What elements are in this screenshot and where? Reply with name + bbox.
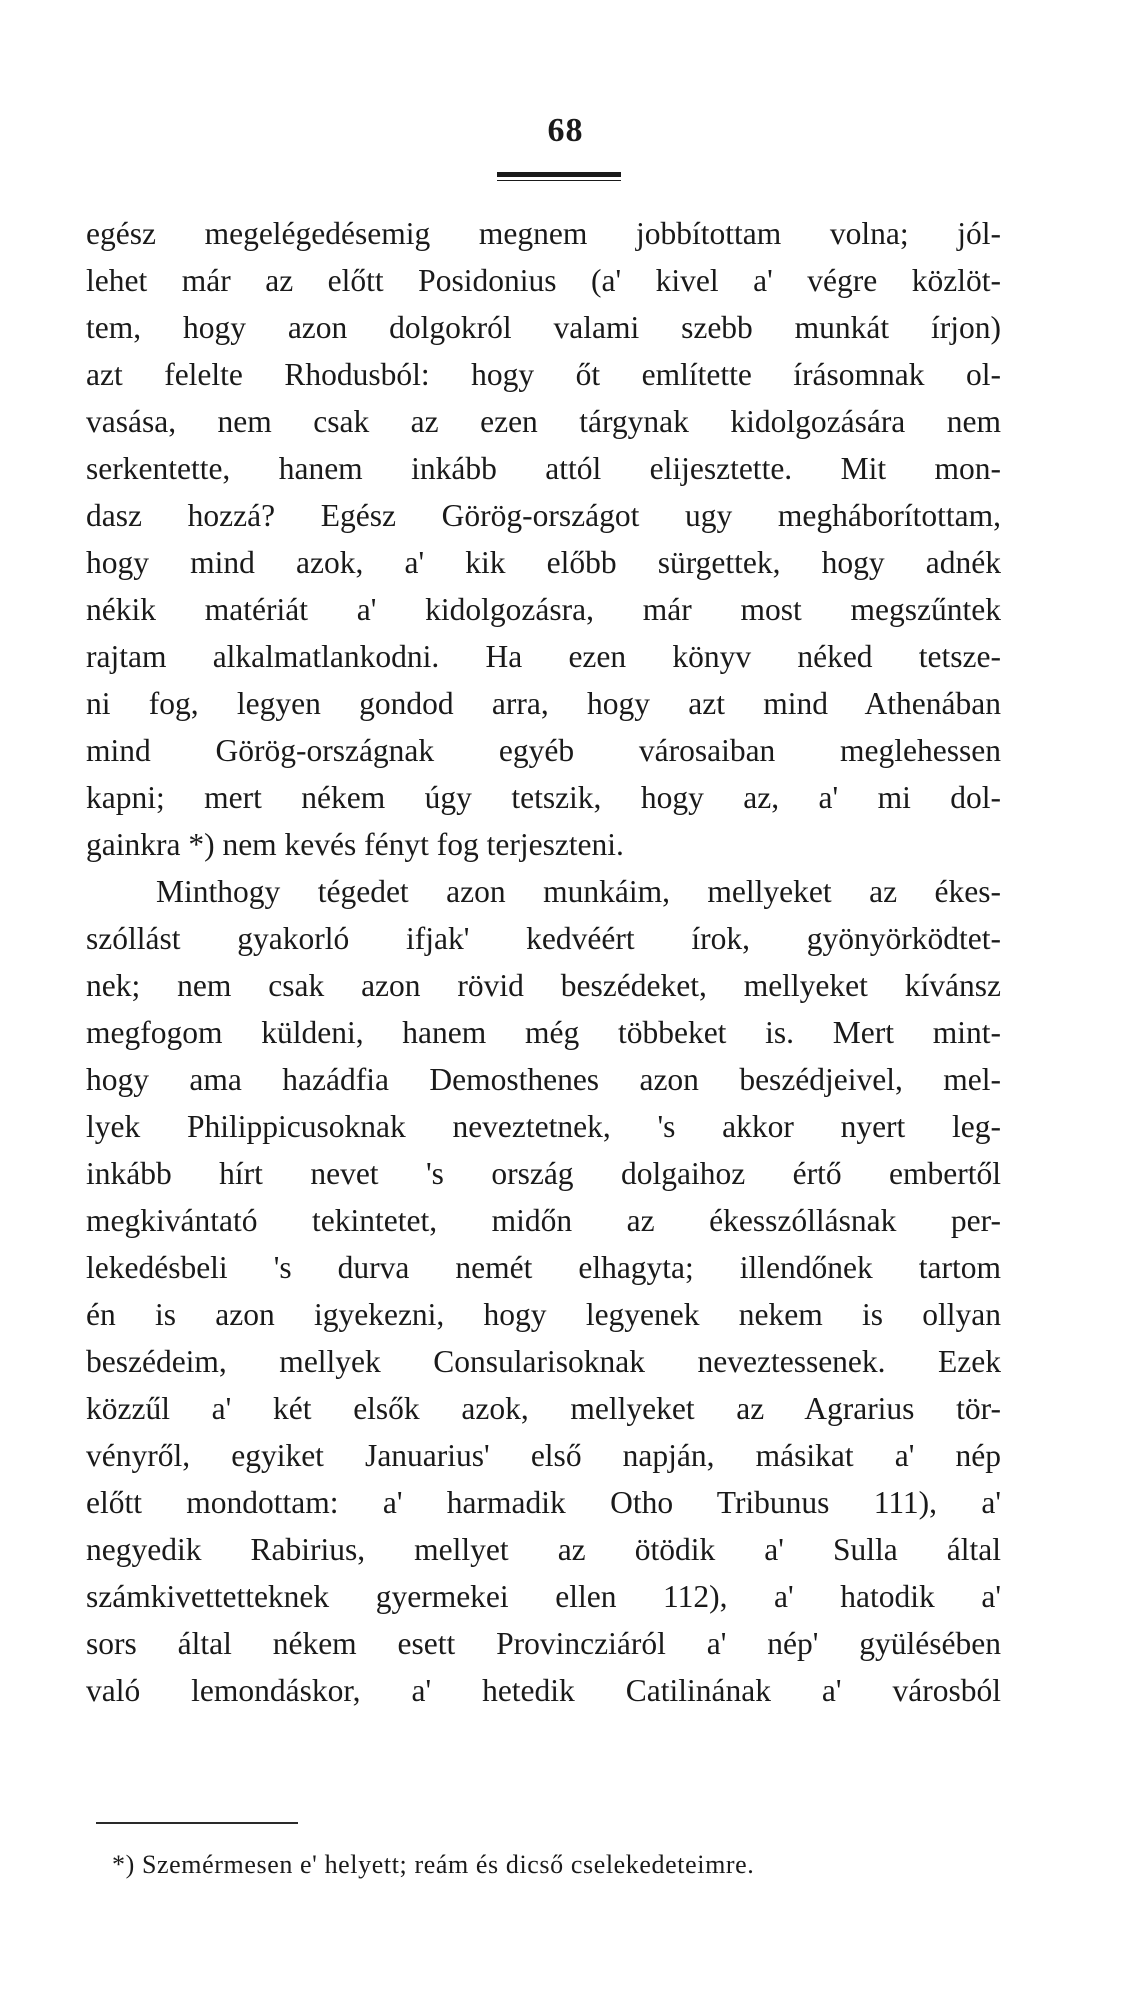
text-line: hogy ama hazádfia Demosthenes azon beszédjeivel, mel- [86,1062,1001,1097]
text-line: vényről, egyiket Januarius' első napján, másikat a' nép [86,1438,1001,1473]
text-line: sors által nékem esett Provincziáról a' nép' gyülésében [86,1626,1001,1661]
text-line: dasz hozzá? Egész Görög-országot ugy megháborítottam, [86,498,1001,533]
text-line: előtt mondottam: a' harmadik Otho Tribunus 111), a' [86,1485,1001,1520]
text-line: vasása, nem csak az ezen tárgynak kidolgozására nem [86,404,1001,439]
text-line: én is azon igyekezni, hogy legyenek nekem is ollyan [86,1297,1001,1332]
text-line: lyek Philippicusoknak neveztetnek, 's akkor nyert leg- [86,1109,1001,1144]
text-line: ni fog, legyen gondod arra, hogy azt mind Athenában [86,686,1001,721]
page-number: 68 [547,112,584,149]
text-line: számkivettetteknek gyermekei ellen 112), a' hatodik a' [86,1579,1001,1614]
text-line: azt felelte Rhodusból: hogy őt említette írásomnak ol- [86,357,1001,392]
header-rule [497,172,621,181]
text-line: beszédeim, mellyek Consularisoknak neveztessenek. Ezek [86,1344,1001,1379]
text-line: Minthogy tégedet azon munkáim, mellyeket az ékes- [156,874,1001,909]
text-line: mind Görög-országnak egyéb városaiban meglehessen [86,733,1001,768]
text-line: tem, hogy azon dolgokról valami szebb munkát írjon) [86,310,1001,345]
text-line: közzűl a' két elsők azok, mellyeket az Agrarius tör- [86,1391,1001,1426]
footnote: *) Szemérmesen e' helyett; reám és dicső cselekedeteimre. [112,1850,755,1879]
text-line: való lemondáskor, a' hetedik Catilinának a' városból [86,1673,1001,1708]
text-line: hogy mind azok, a' kik előbb sürgettek, hogy adnék [86,545,1001,580]
text-line: rajtam alkalmatlankodni. Ha ezen könyv néked tetsze- [86,639,1001,674]
text-line: serkentette, hanem inkább attól elijesztette. Mit mon- [86,451,1001,486]
text-line: lekedésbeli 's durva nemét elhagyta; illendőnek tartom [86,1250,1001,1285]
text-line: szóllást gyakorló ifjak' kedvéért írok, gyönyörködtet- [86,921,1001,956]
text-line: lehet már az előtt Posidonius (a' kivel a' végre közlöt- [86,263,1001,298]
text-line: inkább hírt nevet 's ország dolgaihoz értő embertől [86,1156,1001,1191]
text-line: megkivántató tekintetet, midőn az ékesszóllásnak per- [86,1203,1001,1238]
footnote-rule [96,1822,298,1824]
text-line: nek; nem csak azon rövid beszédeket, mellyeket kívánsz [86,968,1001,1003]
text-line: megfogom küldeni, hanem még többeket is. Mert mint- [86,1015,1001,1050]
text-line: egész megelégedésemig megnem jobbítottam volna; jól- [86,216,1001,251]
text-line: kapni; mert nékem úgy tetszik, hogy az, a' mi dol- [86,780,1001,815]
text-line: nékik matériát a' kidolgozásra, már most megszűntek [86,592,1001,627]
text-line: negyedik Rabirius, mellyet az ötödik a' Sulla által [86,1532,1001,1567]
text-line: gainkra *) nem kevés fényt fog terjeszteni. [86,827,624,862]
